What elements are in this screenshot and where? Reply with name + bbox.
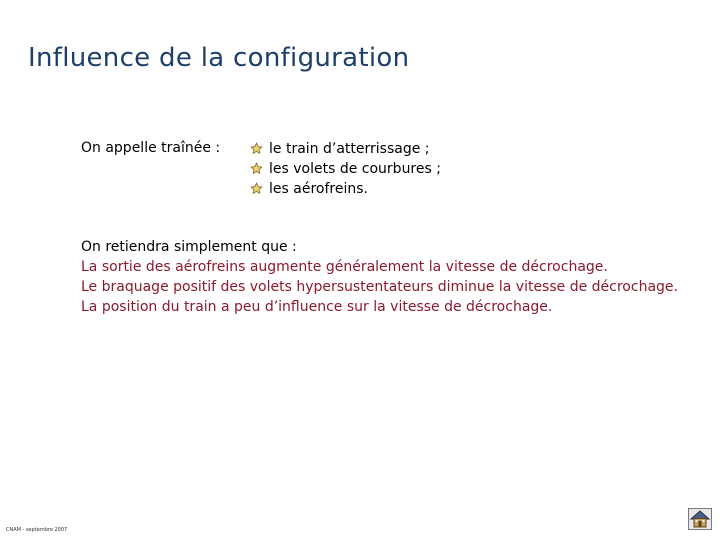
conclusion-block bbox=[81, 237, 678, 317]
list-item bbox=[250, 160, 441, 180]
bullet-text: les aérofreins. bbox=[269, 181, 368, 197]
conclusion-heading: On retiendra simplement que : bbox=[81, 239, 297, 255]
footer-text: CNAM - septembre 2007 bbox=[6, 527, 68, 533]
bullet-text: le train d’atterrissage ; bbox=[269, 141, 430, 157]
home-icon[interactable] bbox=[688, 508, 712, 530]
intro-label: On appelle traînée : bbox=[81, 140, 221, 156]
slide-title: Influence de la configuration bbox=[28, 43, 410, 73]
star-icon bbox=[250, 182, 263, 195]
bullet-list bbox=[250, 140, 441, 200]
bullet-text: les volets de courbures ; bbox=[269, 161, 441, 177]
list-item bbox=[250, 180, 441, 200]
list-item bbox=[250, 140, 441, 160]
conclusion-line-flaps: Le braquage positif des volets hypersustentateurs diminue la vitesse de décrochage. bbox=[81, 279, 678, 295]
star-icon bbox=[250, 162, 263, 175]
conclusion-line-airbrakes: La sortie des aérofreins augmente généralement la vitesse de décrochage. bbox=[81, 259, 608, 275]
conclusion-line-gear: La position du train a peu d’influence sur la vitesse de décrochage. bbox=[81, 299, 553, 315]
star-icon bbox=[250, 142, 263, 155]
